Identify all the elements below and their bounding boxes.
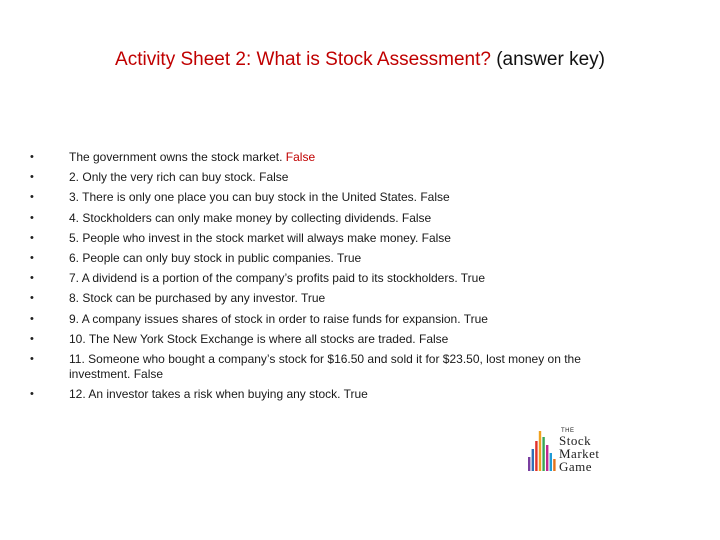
- title-main: Activity Sheet 2: What is Stock Assessment?: [115, 49, 491, 70]
- logo-word-stock: Stock: [559, 433, 592, 448]
- title-answer-key: (answer key): [496, 49, 605, 70]
- question-answer: True: [343, 387, 368, 402]
- logo-word-market: Market: [559, 446, 600, 461]
- stock-market-game-logo: [527, 428, 627, 474]
- bullet: •: [30, 388, 34, 401]
- question-item: [0, 170, 720, 185]
- logo-bar: [539, 431, 541, 471]
- question-text: Only the very rich can buy stock.: [82, 170, 256, 185]
- page-title: [0, 48, 720, 72]
- question-item: [0, 291, 720, 306]
- question-answer: True: [300, 291, 326, 306]
- bullet: •: [30, 151, 34, 163]
- logo-word-game: Game: [559, 459, 593, 474]
- logo-bar: [532, 449, 534, 471]
- question-number: 11.: [69, 352, 85, 367]
- question-text: There is only one place you can buy stock in the United States.: [82, 190, 417, 205]
- logo-the: THE: [561, 428, 575, 434]
- logo-bar: [528, 457, 530, 471]
- question-list: [0, 150, 720, 408]
- question-item: [0, 231, 720, 246]
- question-answer: True: [336, 251, 362, 266]
- bullet: •: [30, 252, 34, 265]
- question-item: [0, 190, 720, 205]
- bullet: •: [30, 191, 34, 204]
- question-text: Stockholders can only make money by collecting dividends.: [82, 210, 399, 225]
- question-answer: False: [419, 331, 449, 346]
- logo-bar: [550, 453, 552, 471]
- question-answer: True: [460, 271, 486, 286]
- logo-text: [559, 428, 600, 473]
- logo-bars-icon: [527, 428, 557, 472]
- question-number: 2.: [69, 170, 80, 185]
- bullet: •: [30, 312, 34, 325]
- question-item: [0, 352, 720, 382]
- question-answer: False: [421, 230, 451, 245]
- question-text: A company issues shares of stock in order to raise funds for expansion.: [81, 311, 461, 326]
- logo-bar: [546, 445, 548, 471]
- logo-bar: [535, 441, 537, 471]
- question-number: 6.: [69, 251, 80, 266]
- question-number: 9.: [69, 311, 80, 326]
- question-answer: False: [285, 150, 316, 164]
- question-item: [0, 312, 720, 327]
- question-number: 8.: [69, 291, 80, 306]
- bullet: •: [30, 211, 34, 224]
- question-text: Someone who bought a company’s stock for $16.50 and sold it for $23.50, lost money on the investment.: [69, 352, 581, 382]
- question-item: [0, 251, 720, 266]
- question-item: [0, 332, 720, 347]
- question-number: 10.: [69, 331, 86, 346]
- question-item: [0, 271, 720, 286]
- question-item: [0, 387, 720, 402]
- question-number: 7.: [69, 271, 80, 286]
- question-text: Stock can be purchased by any investor.: [82, 291, 298, 306]
- question-answer: False: [259, 170, 289, 185]
- question-text: A dividend is a portion of the company’s profits paid to its stockholders.: [81, 271, 458, 286]
- question-answer: False: [133, 367, 164, 382]
- logo-bar: [553, 459, 555, 471]
- bullet: •: [30, 332, 34, 345]
- question-answer: False: [420, 190, 450, 205]
- bullet: •: [30, 353, 34, 366]
- question-item: [0, 150, 720, 165]
- logo-bar: [542, 437, 544, 471]
- question-number: 12.: [69, 387, 86, 402]
- question-number: 5.: [69, 230, 80, 245]
- question-text: People who invest in the stock market will always make money.: [82, 230, 419, 245]
- bullet: •: [30, 292, 34, 305]
- question-text: People can only buy stock in public companies.: [82, 251, 334, 266]
- question-item: [0, 211, 720, 226]
- question-number: 3.: [69, 190, 80, 205]
- question-text: The government owns the stock market.: [69, 150, 283, 164]
- bullet: •: [30, 272, 34, 285]
- question-answer: False: [401, 210, 432, 225]
- bullet: •: [30, 171, 34, 184]
- question-number: 4.: [69, 210, 80, 225]
- question-text: An investor takes a risk when buying any stock.: [88, 387, 341, 402]
- question-text: The New York Stock Exchange is where all stocks are traded.: [88, 331, 416, 346]
- question-answer: True: [463, 311, 488, 326]
- bullet: •: [30, 231, 34, 244]
